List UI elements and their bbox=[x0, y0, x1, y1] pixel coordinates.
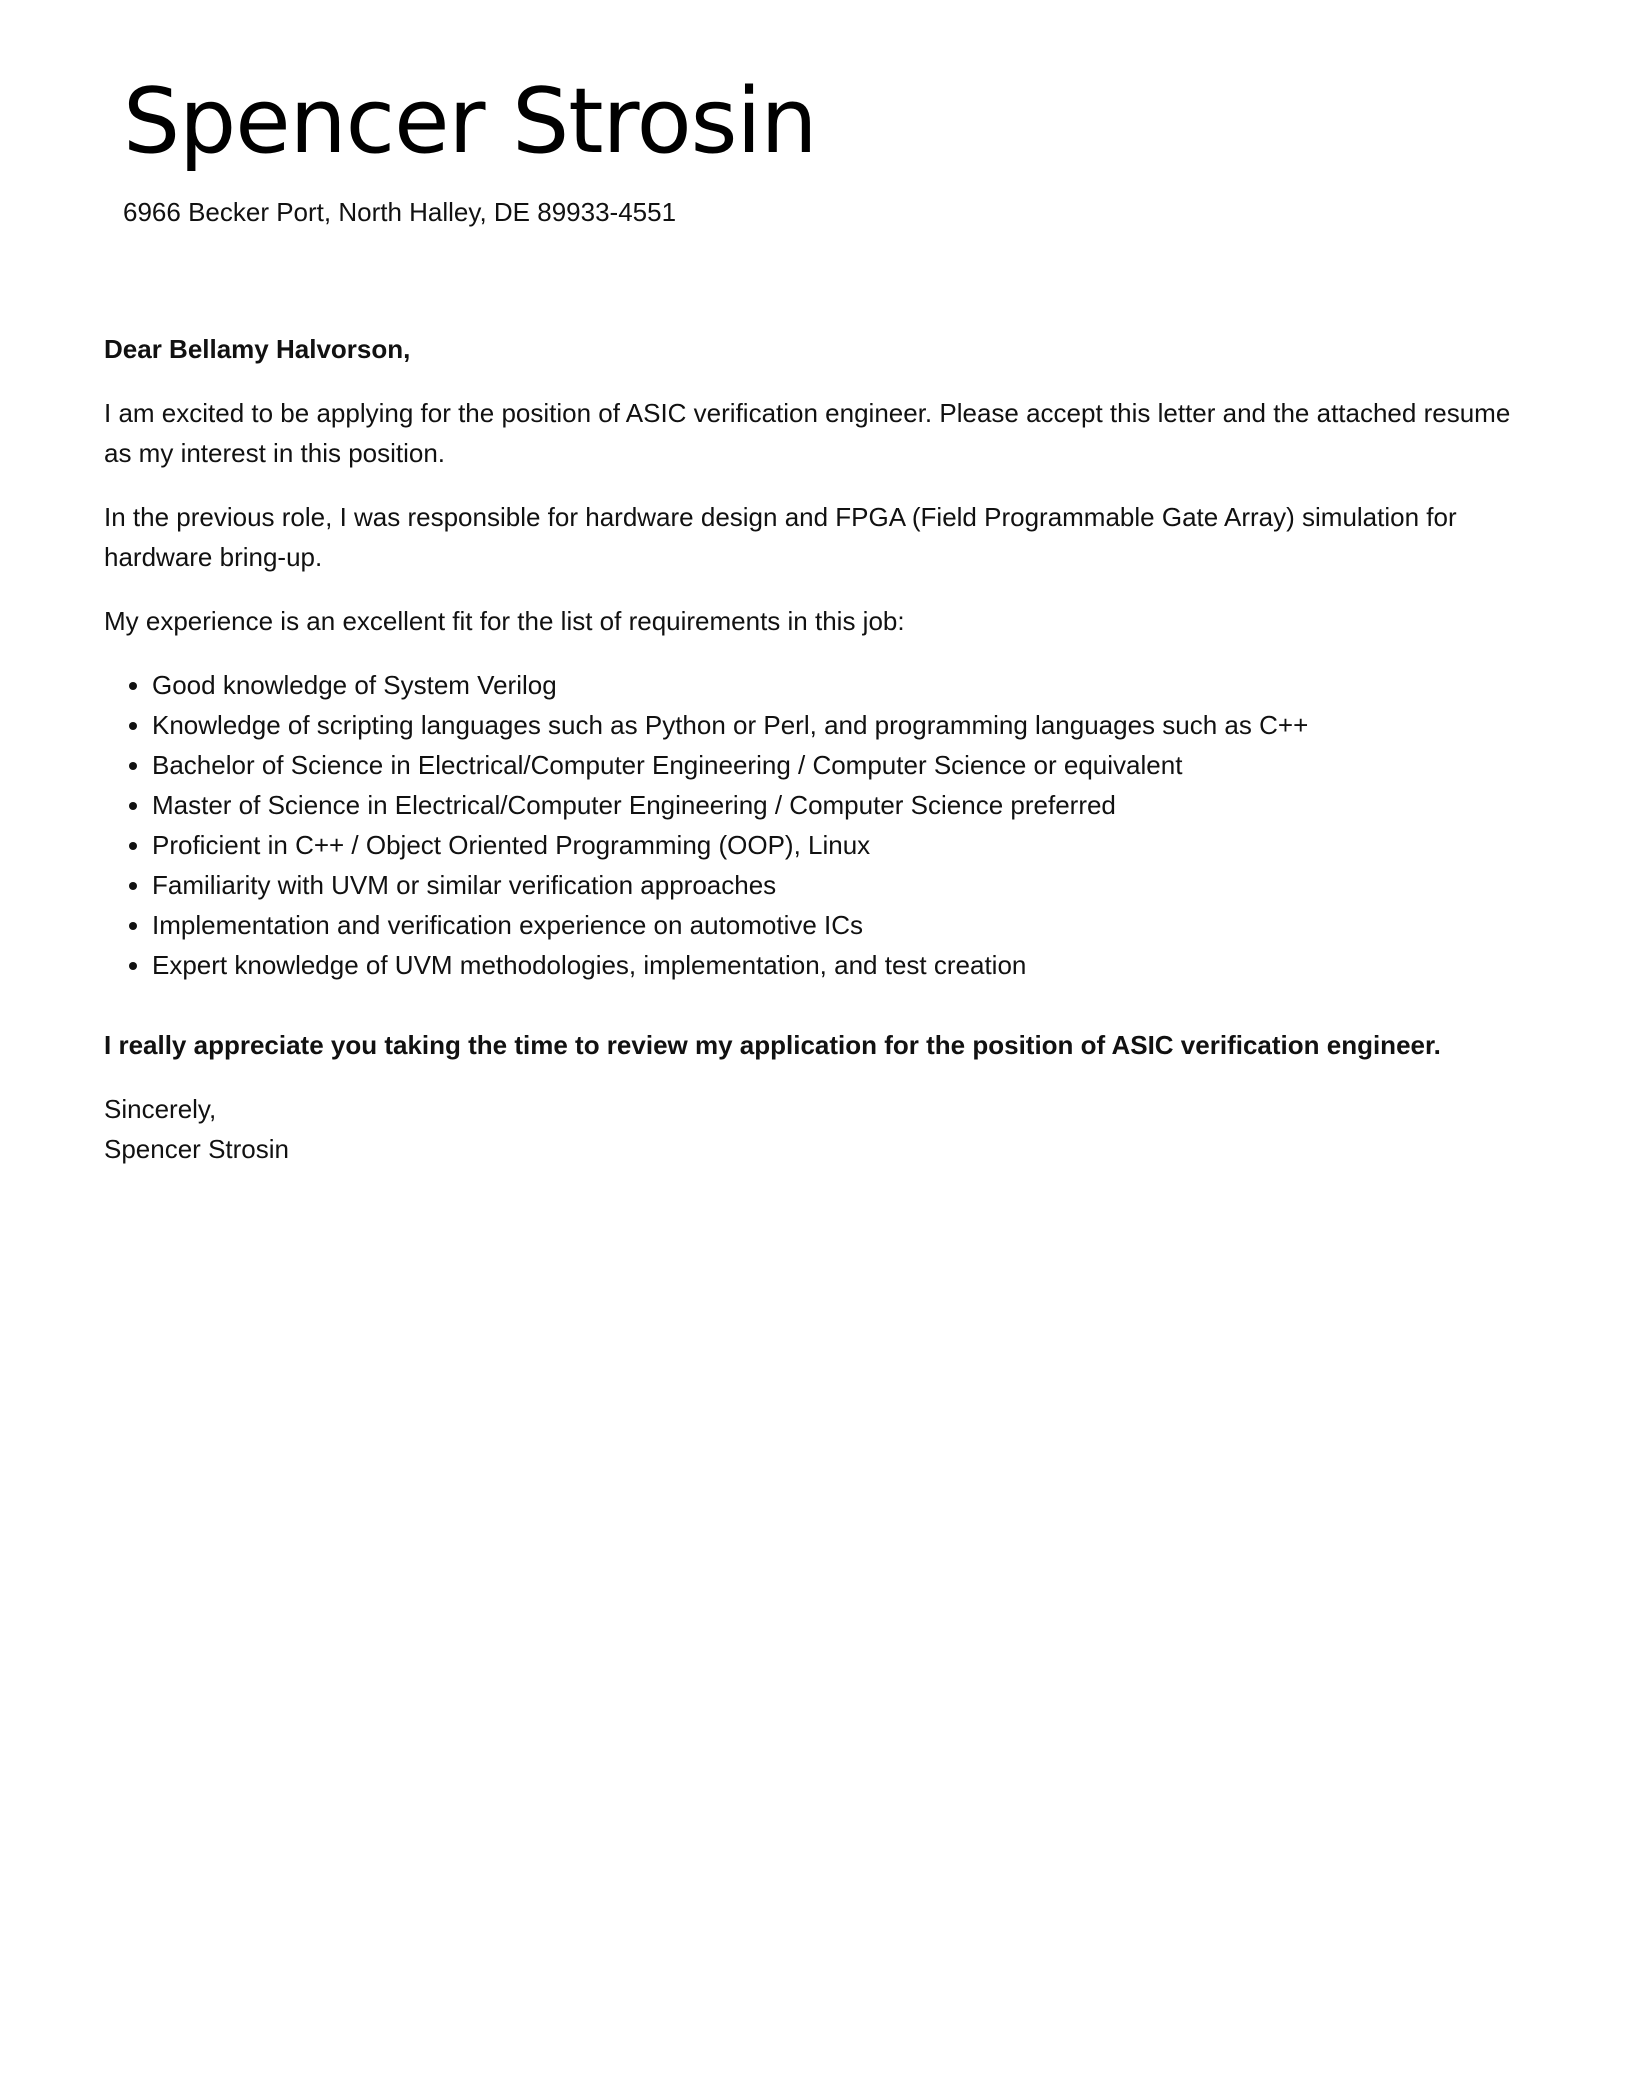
signature-name: Spencer Strosin bbox=[104, 1134, 289, 1164]
sender-address: 6966 Becker Port, North Halley, DE 89933-4551 bbox=[123, 197, 677, 227]
experience-paragraph: In the previous role, I was responsible for hardware design and FPGA (Field Programmable Gate Array) simulation for hardware bring-up. bbox=[104, 502, 1457, 572]
list-item: • Good knowledge of System Verilog bbox=[152, 665, 1524, 705]
valediction: Sincerely, bbox=[104, 1094, 217, 1124]
list-item: • Knowledge of scripting languages such as Python or Perl, and programming languages such as C++ bbox=[152, 705, 1524, 745]
fit-paragraph: My experience is an excellent fit for the list of requirements in this job: bbox=[104, 606, 905, 636]
list-item: • Proficient in C++ / Object Oriented Programming (OOP), Linux bbox=[152, 825, 1524, 865]
list-item: • Expert knowledge of UVM methodologies, implementation, and test creation bbox=[152, 945, 1524, 985]
letter-body bbox=[104, 329, 1524, 1169]
sender-name: Spencer Strosin bbox=[123, 69, 817, 174]
list-item: • Bachelor of Science in Electrical/Computer Engineering / Computer Science or equivalent bbox=[152, 745, 1524, 785]
closing-statement: I really appreciate you taking the time to review my application for the position of ASIC verification engineer. bbox=[104, 1030, 1441, 1060]
letter-header bbox=[123, 69, 817, 228]
list-item: • Master of Science in Electrical/Computer Engineering / Computer Science preferred bbox=[152, 785, 1524, 825]
salutation: Dear Bellamy Halvorson, bbox=[104, 334, 411, 364]
list-item: • Implementation and verification experience on automotive ICs bbox=[152, 905, 1524, 945]
intro-paragraph: I am excited to be applying for the position of ASIC verification engineer. Please accept this letter and the attached resume as my interest in this position. bbox=[104, 398, 1511, 468]
list-item: • Familiarity with UVM or similar verification approaches bbox=[152, 865, 1524, 905]
requirements-list bbox=[104, 665, 1524, 985]
